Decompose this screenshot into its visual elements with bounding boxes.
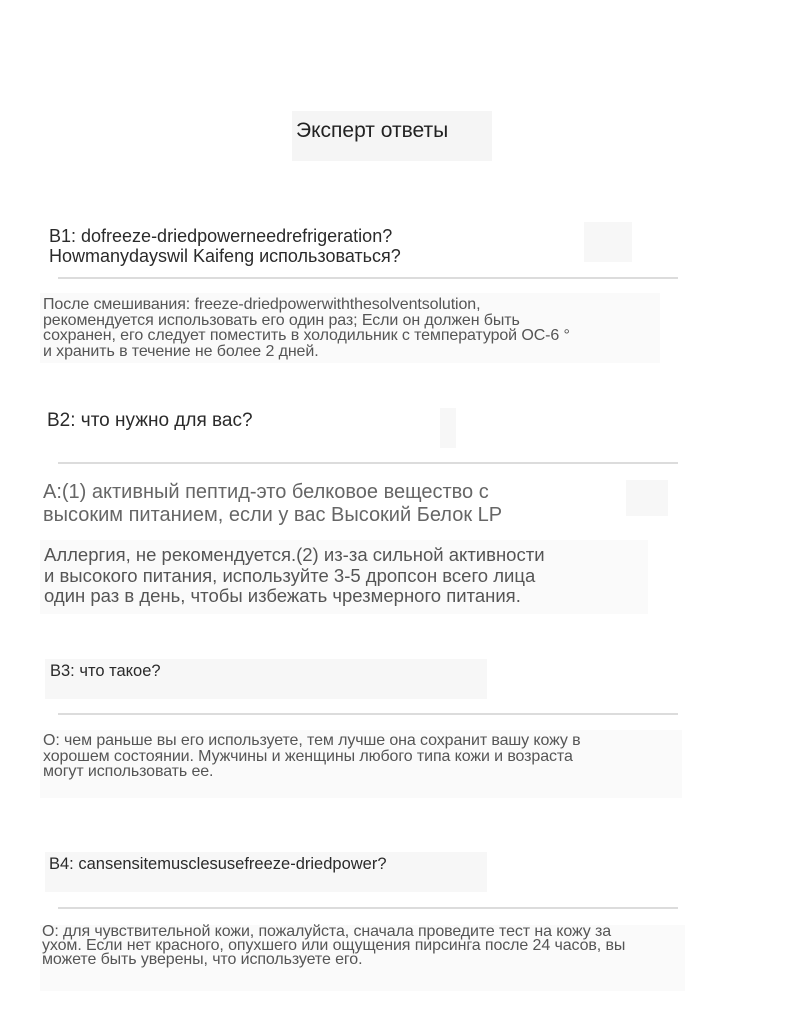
answer-line: O: чем раньше вы его используете, тем лучше она сохранит вашу кожу в (43, 732, 581, 749)
answer-line: хорошем состоянии. Мужчины и женщины любого типа кожи и возраста (43, 747, 573, 765)
answer-line: O: для чувствительной кожи, пожалуйста, сначала проведите тест на кожу за (42, 923, 612, 940)
faq-answer-4 (42, 925, 732, 967)
answer-line: ухом. Если нет красного, опухшего или ощущения пирсинга после 24 часов, вы (42, 937, 626, 954)
faq-answer-2 (44, 545, 644, 607)
question-line: Howmanydayswil Kaifeng использоваться? (49, 246, 401, 266)
answer-line: и хранить в течение не более 2 дней. (43, 342, 319, 360)
question-line: B3: что такое? (50, 662, 161, 680)
faq-answer-3 (43, 733, 678, 780)
answer-line: можете быть уверены, что используете его. (42, 951, 363, 968)
answer-line: один раз в день, чтобы избежать чрезмерного питания. (44, 585, 521, 606)
answer-line: сохранен, его следует поместить в холодильник с температурой OC-6 ° (43, 327, 570, 344)
question-line: B1: dofreeze-driedpowerneedrefrigeration? (49, 226, 393, 246)
question-line: B2: что нужно для вас? (47, 410, 253, 431)
divider (58, 713, 678, 715)
divider (58, 277, 678, 279)
answer-line: могут использовать ее. (43, 763, 214, 780)
faq-question-1 (49, 226, 609, 266)
faq-question-2 (47, 411, 447, 431)
answer-line: высоким питанием, если у вас Высокий Белок LP (43, 504, 503, 526)
question-line: B4: cansensitemusclesusefreeze-driedpower? (49, 855, 387, 873)
answer-line: После смешивания: freeze-driedpowerwiththesolventsolution, (43, 296, 481, 313)
decorative-shade (626, 480, 668, 516)
faq-question-3 (50, 662, 480, 681)
page-title: Эксперт ответы (292, 111, 492, 161)
answer-line: рекомендуется использовать его один раз; Если он должен быть (43, 311, 520, 329)
answer-line: Аллергия, не рекомендуется.(2) из-за сильной активности (44, 544, 545, 565)
answer-line: A:(1) активный пептид-это белковое вещество с (43, 481, 489, 503)
faq-answer-2-intro (43, 481, 623, 527)
faq-question-4 (49, 855, 479, 874)
answer-line: и высокого питания, используйте 3-5 дропсон всего лица (44, 564, 536, 586)
divider (58, 462, 678, 464)
faq-answer-1 (43, 297, 653, 359)
divider (58, 907, 678, 909)
